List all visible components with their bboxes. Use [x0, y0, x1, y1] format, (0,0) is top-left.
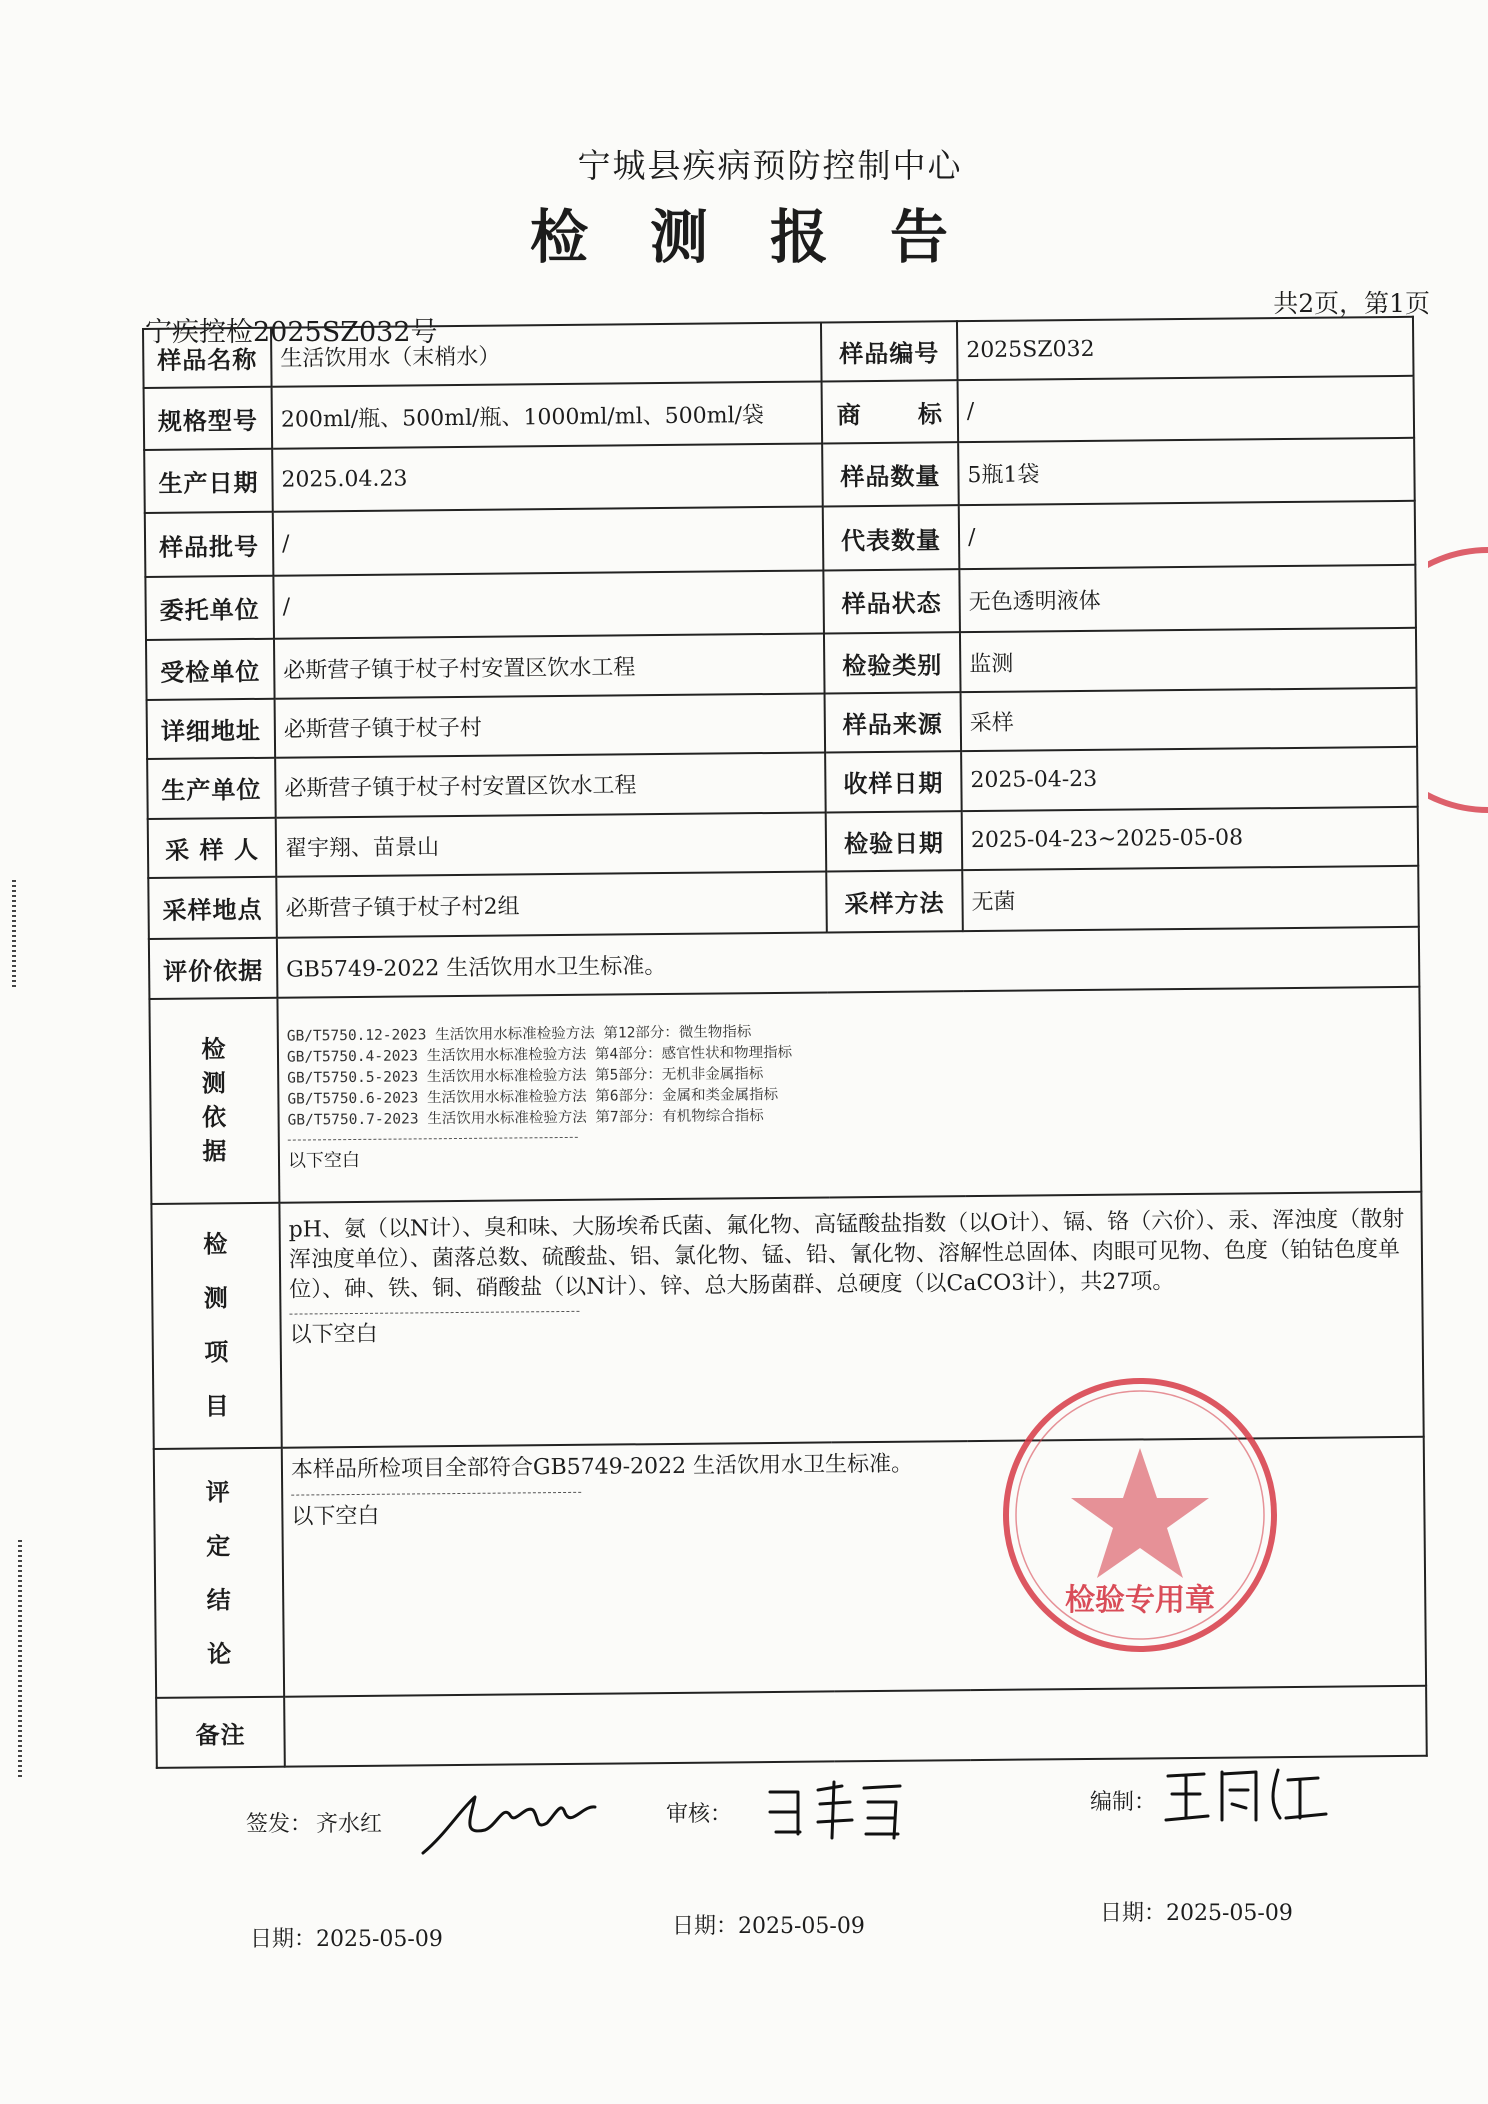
issuer-name: 齐水红: [316, 1812, 383, 1837]
sampling-method-label: 采样方法: [826, 870, 963, 933]
client-value: /: [273, 570, 824, 639]
compiler-label: 编制：: [1090, 1790, 1157, 1815]
spec-value: 200ml/瓶、500ml/瓶、1000ml/ml、500ml/袋: [272, 382, 823, 449]
basis-line: GB/T5750.4-2023 生活饮用水标准检验方法 第4部分：感官性状和物理指标: [286, 1044, 793, 1066]
producer-label: 生产单位: [147, 758, 276, 819]
criteria-label: 评价依据: [149, 938, 278, 999]
spec-label: 规格型号: [144, 387, 273, 450]
basis-label: [153, 1032, 276, 1169]
sample-state-value: 无色透明液体: [959, 565, 1416, 633]
sample-name-label: 样品名称: [143, 328, 272, 389]
basis-label-cell: [149, 997, 279, 1203]
table-row: [149, 986, 1421, 1203]
brand-label: 商 标: [822, 381, 959, 444]
reviewer-label: 审核：: [666, 1802, 733, 1827]
scan-artifact: [12, 880, 16, 990]
vertical-label-char: 目: [204, 1391, 230, 1421]
address-value: 必斯营子镇于杖子村: [275, 693, 826, 758]
report-title: 检测报告: [529, 203, 1010, 271]
basis-line: GB/T5750.12-2023 生活饮用水标准检验方法 第12部分：微生物指标: [286, 1024, 752, 1045]
sample-source-label: 样品来源: [825, 692, 962, 753]
sampling-place-label: 采样地点: [148, 877, 277, 940]
items-blank-note: 以下空白: [289, 1321, 378, 1348]
sample-no-value: 2025SZ032: [957, 317, 1414, 381]
sample-quantity-value: 5瓶1袋: [958, 438, 1415, 506]
sampling-place-value: 必斯营子镇于杖子村2组: [276, 871, 827, 938]
dashed-divider: [291, 1492, 581, 1496]
sampler-value: 翟宇翔、苗景山: [276, 812, 827, 877]
dashed-divider: [289, 1310, 579, 1314]
sample-source-value: 采样: [961, 688, 1418, 752]
compile-date: 日期：2025-05-09: [1100, 1901, 1293, 1926]
address-label: 详细地址: [147, 698, 276, 759]
batch-label: 样品批号: [145, 512, 274, 577]
vertical-label-char: 结: [206, 1584, 232, 1615]
sample-name-value: 生活饮用水（末梢水）: [271, 322, 822, 387]
criteria-value: GB5749-2022 生活饮用水卫生标准。: [277, 927, 1420, 997]
vertical-label-char: 定: [206, 1530, 232, 1561]
vertical-label-char: 测: [201, 1068, 227, 1098]
receive-date-value: 2025-04-23: [961, 747, 1418, 811]
conclusion-label-cell: [154, 1448, 284, 1698]
remarks-value: [284, 1686, 1427, 1767]
inspected-unit-label: 受检单位: [146, 639, 275, 700]
test-date-label: 检验日期: [826, 811, 963, 872]
basis-line: GB/T5750.6-2023 生活饮用水标准检验方法 第6部分：金属和类金属指标: [287, 1087, 779, 1108]
basis-cell: [277, 986, 1421, 1202]
client-label: 委托单位: [145, 576, 274, 641]
issuer-label: 签发：: [246, 1812, 313, 1837]
report-number: 宁疾控检2025SZ032号: [145, 317, 438, 348]
test-date-value: 2025-04-23~2025-05-08: [962, 806, 1419, 870]
review-date: 日期：2025-05-09: [672, 1914, 865, 1939]
basis-blank-note: 以下空白: [287, 1150, 361, 1172]
seal-text: 检验专用章: [1065, 1583, 1215, 1618]
sampling-method-value: 无菌: [962, 866, 1419, 932]
vertical-label-char: 据: [202, 1136, 228, 1166]
vertical-label-char: 项: [204, 1337, 230, 1367]
production-date-label: 生产日期: [144, 449, 273, 514]
sample-no-label: 样品编号: [821, 321, 958, 382]
conclusion-blank-note: 以下空白: [291, 1504, 380, 1530]
remarks-label: 备注: [156, 1697, 285, 1768]
vertical-label-char: 测: [203, 1283, 229, 1313]
basis-line: GB/T5750.5-2023 生活饮用水标准检验方法 第5部分：无机非金属指标: [287, 1066, 764, 1087]
reviewer-signature: [760, 1772, 910, 1852]
conclusion-label: [157, 1465, 281, 1682]
represent-quantity-label: 代表数量: [823, 505, 960, 570]
sample-state-label: 样品状态: [823, 569, 960, 634]
inspected-unit-value: 必斯营子镇于杖子村安置区饮水工程: [274, 634, 825, 699]
issuer-signature: [415, 1775, 615, 1860]
inspection-type-label: 检验类别: [824, 632, 961, 693]
production-date-value: 2025.04.23: [272, 443, 823, 512]
vertical-label-char: 依: [201, 1102, 228, 1132]
vertical-label-char: 检: [203, 1229, 229, 1259]
inspection-type-value: 监测: [960, 628, 1417, 692]
table-row: [156, 1686, 1427, 1768]
vertical-label-char: 评: [205, 1476, 231, 1507]
items-label-cell: [151, 1202, 281, 1449]
vertical-label-char: 论: [207, 1638, 233, 1669]
batch-value: /: [273, 507, 824, 576]
represent-quantity-value: /: [959, 501, 1416, 569]
items-text: pH、氨（以N计）、臭和味、大肠埃希氏菌、氟化物、高锰酸盐指数（以O计）、镉、铬（六价）、汞、浑浊度（散射浑浊度单位）、菌落总数、硫酸盐、铝、氯化物、锰、铅、氰化物、溶解性总固体、肉眼可见物、色度（铂钴色度单位）、砷、铁、铜、硝酸盐（以N计）、锌、总大肠菌群、总硬度（以CaCO3计），共27项。: [288, 1206, 1405, 1303]
official-seal: [995, 1370, 1285, 1660]
conclusion-text: 本样品所检项目全部符合GB5749-2022 生活饮用水卫生标准。: [290, 1451, 914, 1483]
page-info: 共2页，第1页: [1273, 289, 1430, 318]
issue-date: 日期：2025-05-09: [250, 1927, 443, 1952]
scan-artifact: [18, 1540, 22, 1780]
edge-seal-fragment: [1428, 540, 1488, 820]
sampler-label: 采 样 人: [148, 817, 277, 878]
receive-date-label: 收样日期: [825, 751, 962, 812]
items-label: [155, 1217, 279, 1434]
organization-name: 宁城县疾病预防控制中心: [577, 146, 963, 185]
brand-value: /: [958, 376, 1415, 442]
compiler-signature: [1160, 1760, 1340, 1832]
sample-quantity-label: 样品数量: [822, 442, 959, 507]
producer-value: 必斯营子镇于杖子村安置区饮水工程: [275, 753, 826, 818]
basis-line: GB/T5750.7-2023 生活饮用水标准检验方法 第7部分：有机物综合指标: [287, 1108, 764, 1129]
vertical-label-char: 检: [201, 1034, 227, 1064]
dashed-divider: [288, 1137, 578, 1141]
